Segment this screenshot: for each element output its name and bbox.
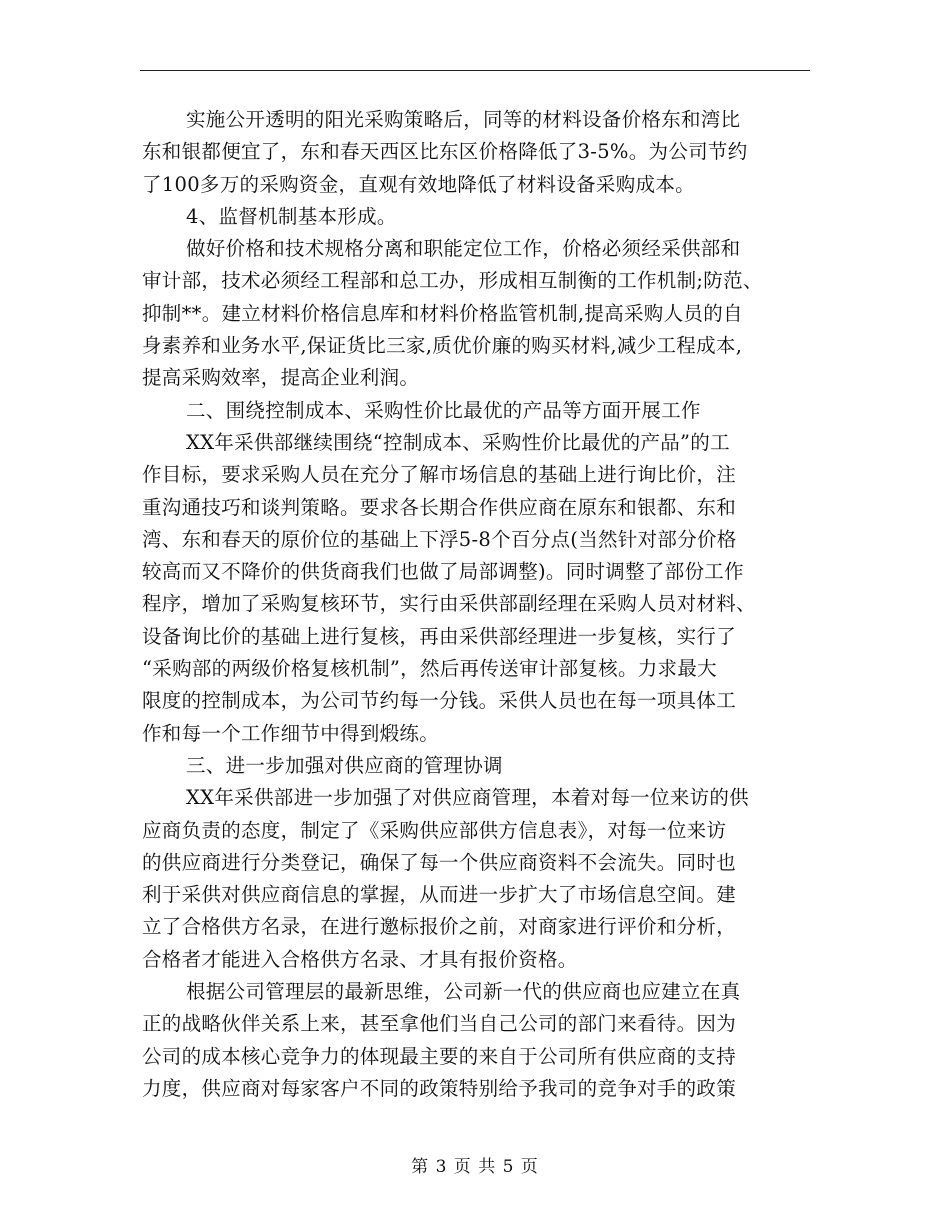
text-line: 设备询比价的基础上进行复核，再由采供部经理进一步复核，实行了 — [142, 624, 737, 648]
text-line: 正的战略伙伴关系上来，甚至拿他们当自己公司的部门来看待。因为 — [142, 1012, 737, 1036]
text-line: XX年采供部进一步加强了对供应商管理，本着对每一位来访的供 — [186, 786, 749, 810]
text-line: 应商负责的态度，制定了《采购供应部供方信息表》，对每一位来访 — [142, 818, 727, 842]
text-line: 作目标，要求采购人员在充分了解市场信息的基础上进行询比价，注 — [142, 463, 737, 487]
text-line: 立了合格供方名录，在进行邀标报价之前，对商家进行评价和分析， — [142, 915, 737, 939]
document-body — [142, 104, 812, 1105]
text-line: 了100多万的采购资金，直观有效地降低了材料设备采购成本。 — [142, 172, 695, 196]
text-line: 力度，供应商对每家客户不同的政策特别给予我司的竞争对手的政策 — [142, 1076, 737, 1100]
text-line: 作和每一个工作细节中得到煅练。 — [142, 721, 440, 745]
text-line: “采购部的两级价格复核机制”，然后再传送审计部复核。力求最大 — [142, 657, 717, 681]
text-line: 公司的成本核心竞争力的体现最主要的来自于公司所有供应商的支持 — [142, 1044, 737, 1068]
text-line: 限度的控制成本，为公司节约每一分钱。采供人员也在每一项具体工 — [142, 689, 737, 713]
page-number: 第 3 页 共 5 页 — [411, 1157, 539, 1177]
text-line: 提高采购效率，提高企业利润。 — [142, 366, 420, 390]
text-line: 做好价格和技术规格分离和职能定位工作，价格必须经采供部和 — [186, 237, 741, 261]
section-heading: 4、监督机制基本形成。 — [186, 204, 397, 228]
section-heading: 二、围绕控制成本、采购性价比最优的产品等方面开展工作 — [186, 398, 701, 422]
text-line: 程序，增加了采购复核环节，实行由采供部副经理在采购人员对材料、 — [142, 592, 756, 616]
header-rule — [140, 70, 810, 71]
text-line: 实施公开透明的阳光采购策略后，同等的材料设备价格东和湾比 — [186, 108, 741, 131]
text-line: 身素养和业务水平,保证货比三家,质优价廉的购买材料,减少工程成本, — [142, 334, 743, 358]
text-line: 重沟通技巧和谈判策略。要求各长期合作供应商在原东和银都、东和 — [142, 495, 737, 519]
text-line: 东和银都便宜了，东和春天西区比东区价格降低了3-5%。为公司节约 — [142, 140, 748, 164]
text-line: 利于采供对供应商信息的掌握，从而进一步扩大了市场信息空间。建 — [142, 883, 737, 907]
text-line: 抑制**。建立材料价格信息库和材料价格监管机制,提高采购人员的自 — [142, 301, 743, 325]
text-line: 湾、东和春天的原价位的基础上下浮5-8个百分点(当然针对部分价格 — [142, 527, 737, 551]
section-heading: 三、进一步加强对供应商的管理协调 — [186, 753, 503, 777]
text-line: 审计部，技术必须经工程部和总工办，形成相互制衡的工作机制;防范、 — [142, 269, 763, 293]
text-line: 合格者才能进入合格供方名录、才具有报价资格。 — [142, 947, 578, 971]
text-line: 的供应商进行分类登记，确保了每一个供应商资料不会流失。同时也 — [142, 850, 737, 874]
text-line: 较高而又不降价的供货商我们也做了局部调整)。同时调整了部份工作 — [142, 560, 744, 584]
text-line: 根据公司管理层的最新思维，公司新一代的供应商也应建立在真 — [186, 980, 741, 1004]
text-line: XX年采供部继续围绕“控制成本、采购性价比最优的产品”的工 — [186, 430, 730, 454]
